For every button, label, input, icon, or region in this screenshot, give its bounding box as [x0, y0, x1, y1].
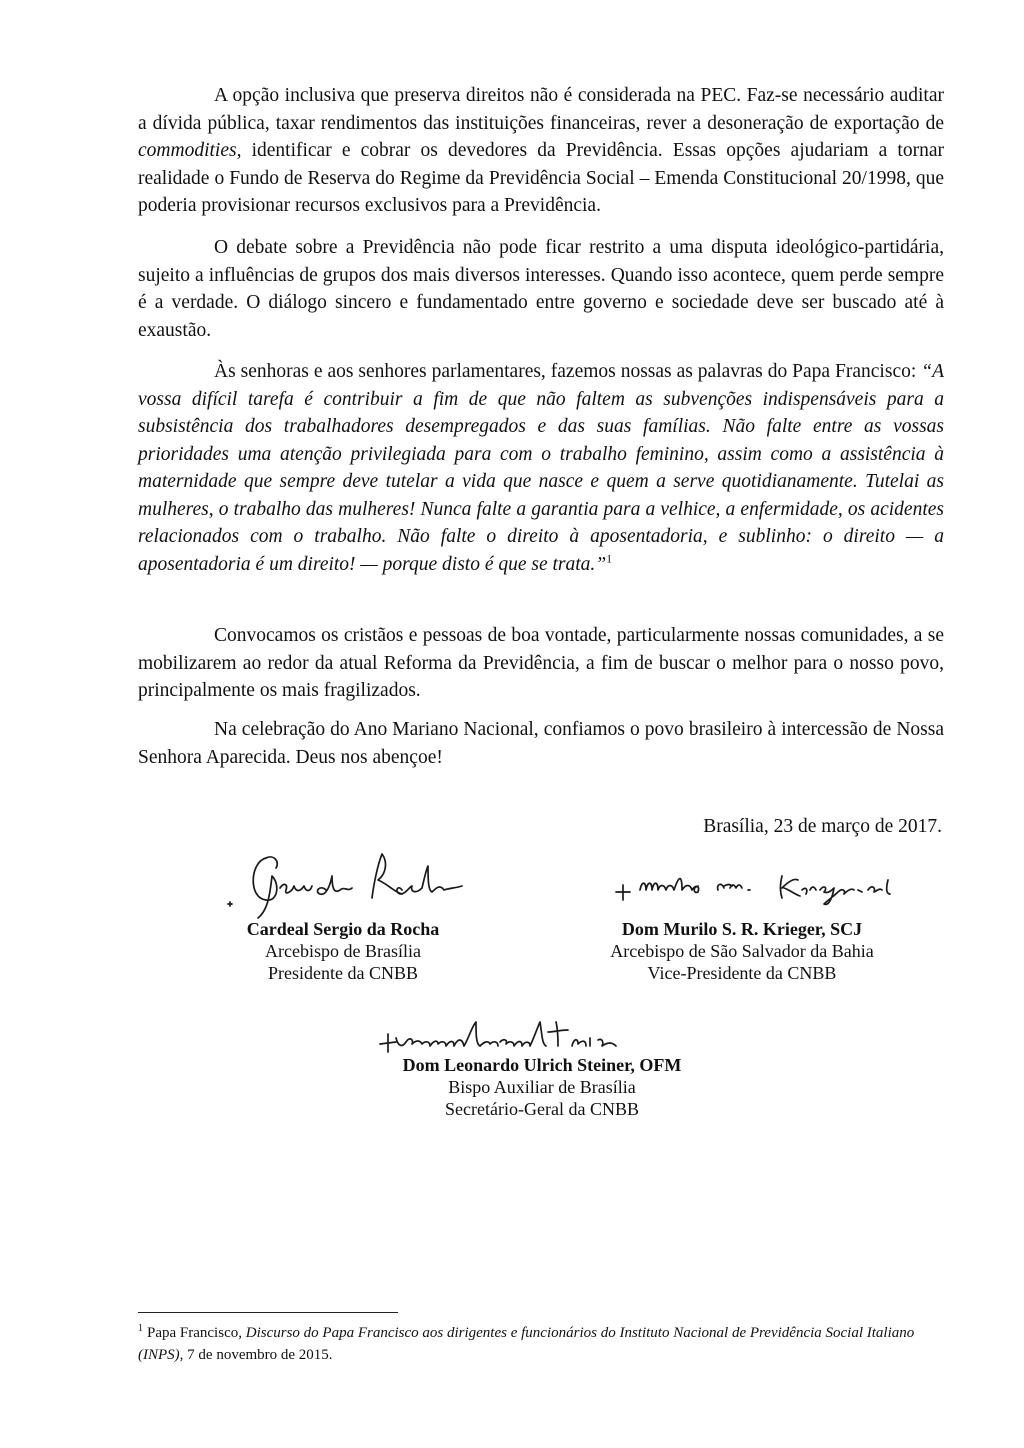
- paragraph-1: [138, 82, 944, 220]
- signatory-3-position: Secretário-Geral da CNBB: [445, 1099, 639, 1119]
- paragraph-4: [138, 622, 944, 705]
- signatory-2-position: Vice-Presidente da CNBB: [647, 963, 837, 983]
- signatory-2-name: Dom Murilo S. R. Krieger, SCJ: [621, 919, 863, 939]
- footnote-date: , 7 de novembro de 2015.: [179, 1347, 333, 1363]
- pope-quote: “A vossa difícil tarefa é contribuir a fim de que não faltem as subvenções indispensáveis para a subsistência dos trabalhadores desempregados e das suas famílias. Não falte entre as vossas prioridades uma atenção privilegiada para com o trabalho feminino, assim como a assistência à maternidade que sempre deve tutelar a vida que nasce e quem a serve quotidianamente. Tutelai as mulheres, o trabalho das mulheres! Nunca falte a garantia para a velhice, a enfermidade, os acidentes relacionados com o trabalho. Não falte o direito à aposentadoria, e sublinho: o direito — a aposentadoria é um direito! — porque disto é que se trata.: [138, 361, 944, 575]
- signatory-1-role: Arcebispo de Brasília: [265, 941, 421, 961]
- signatory-1: [218, 918, 468, 984]
- signature-leonardo-steiner: [372, 1012, 732, 1060]
- footnote-number: 1: [138, 1323, 143, 1334]
- footnote-author: Papa Francisco,: [147, 1325, 246, 1341]
- signatory-3-name: Dom Leonardo Ulrich Steiner, OFM: [402, 1055, 682, 1075]
- paragraph-5-text: Na celebração do Ano Mariano Nacional, confiamos o povo brasileiro à intercessão de Nossa Senhora Aparecida. Deus nos abençoe!: [138, 719, 944, 768]
- signatory-3-role: Bispo Auxiliar de Brasília: [448, 1077, 636, 1097]
- signature-murilo-krieger: [612, 860, 942, 910]
- signatory-1-name: Cardeal Sergio da Rocha: [246, 919, 440, 939]
- signatory-2: [592, 918, 892, 984]
- paragraph-3-text: Às senhoras e aos senhores parlamentares, fazemos nossas as palavras do Papa Francisco:: [214, 361, 922, 382]
- signatory-3: [372, 1054, 712, 1120]
- signature-sergio-da-rocha: [222, 840, 472, 922]
- quote-close: ”: [595, 553, 607, 575]
- paragraph-2-text: O debate sobre a Previdência não pode ficar restrito a uma disputa ideológico-partidária, sujeito a influências de grupos dos mais diversos interesses. Quando isso acontece, quem perde sempre é a verdade. O diálogo sincero e fundamentado entre governo e sociedade deve ser buscado até à exaustão.: [138, 237, 944, 341]
- footnote: [138, 1322, 948, 1366]
- signatory-1-position: Presidente da CNBB: [268, 963, 418, 983]
- paragraph-1-end: identificar e cobrar os devedores da Previdência. Essas opções ajudariam a tornar realidade o Fundo de Reserva do Regime da Previdência Social – Emenda Constitucional 20/1998, que poderia provisionar recursos exclusivos para a Previdência.: [138, 140, 944, 216]
- date-line: Brasília, 23 de março de 2017.: [703, 816, 942, 837]
- paragraph-1-text: A opção inclusiva que preserva direitos não é considerada na PEC. Faz-se necessário auditar a dívida pública, taxar rendimentos das instituições financeiras, rever a desoneração de exportação de: [138, 85, 944, 134]
- paragraph-4-text: Convocamos os cristãos e pessoas de boa vontade, particularmente nossas comunidades, a se mobilizarem ao redor da atual Reforma da Previdência, a fim de buscar o melhor para o nosso povo, principalmente os mais fragilizados.: [138, 625, 944, 701]
- footnote-ref: 1: [606, 551, 613, 565]
- signatory-2-role: Arcebispo de São Salvador da Bahia: [610, 941, 874, 961]
- footnote-title: Discurso do Papa Francisco aos dirigentes e funcionários do Instituto Nacional de Previdência Social Italiano (INPS): [138, 1325, 915, 1363]
- paragraph-3: [138, 358, 944, 578]
- paragraph-1-italic: commodities,: [138, 140, 242, 161]
- footnote-divider: [138, 1312, 398, 1313]
- paragraph-5: [138, 716, 944, 771]
- paragraph-2: [138, 234, 944, 344]
